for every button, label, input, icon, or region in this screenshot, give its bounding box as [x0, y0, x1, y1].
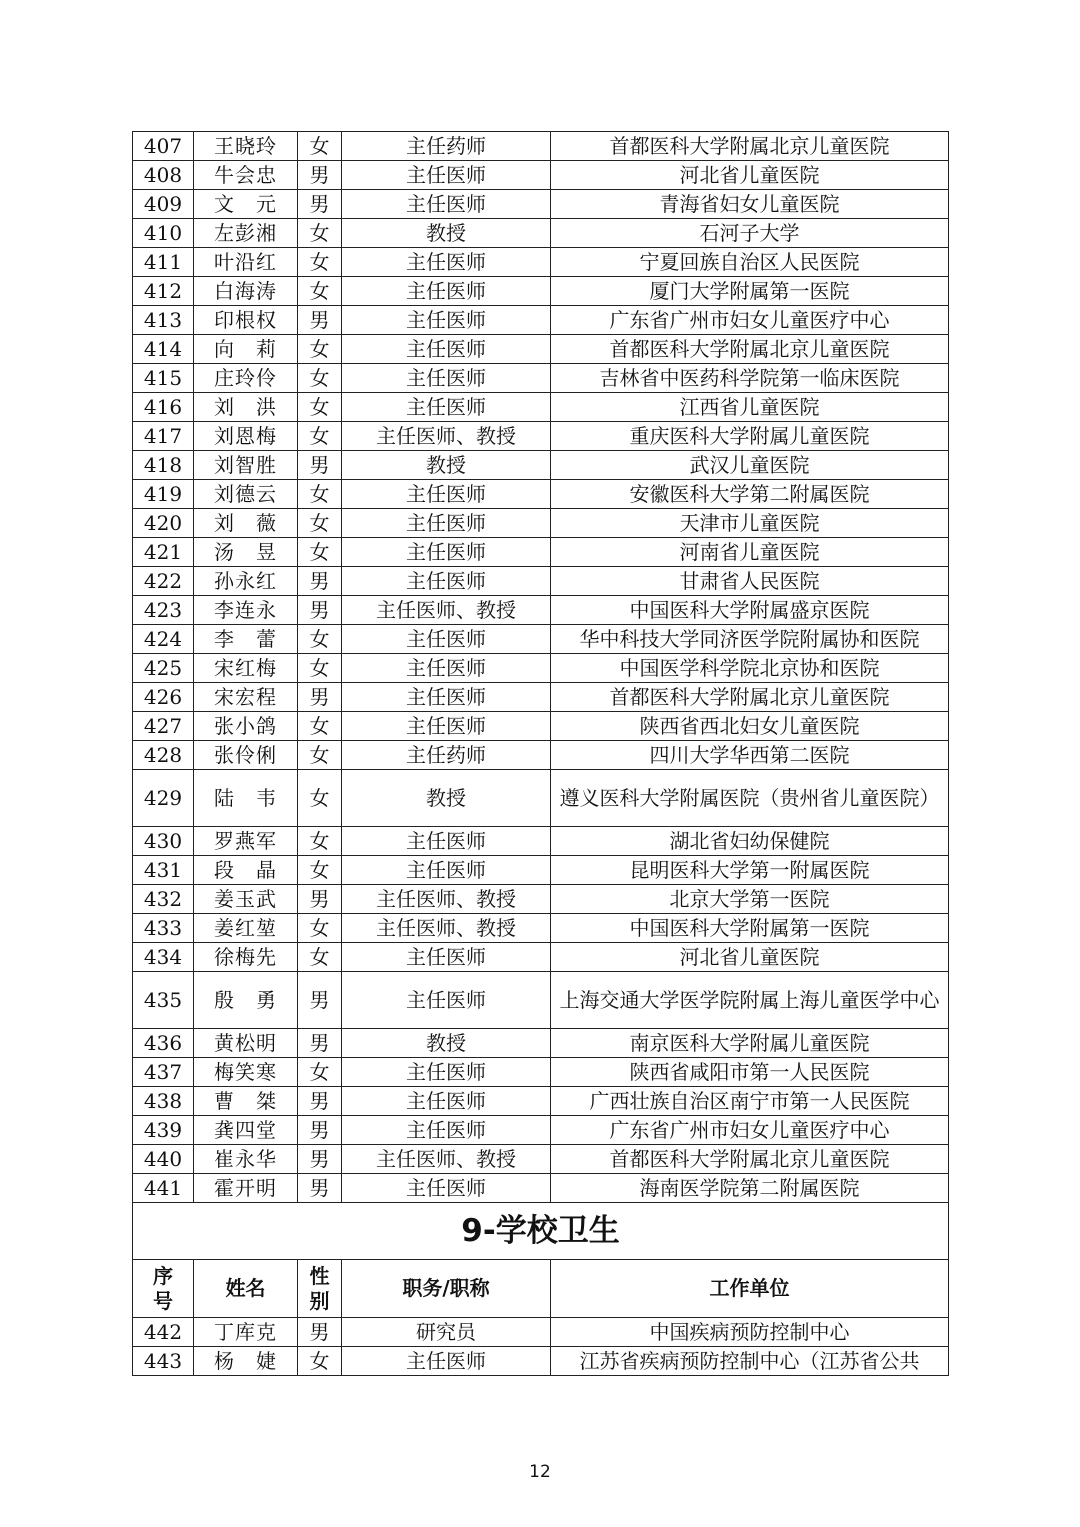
cell-number: 422 — [133, 567, 194, 596]
table-row — [133, 654, 949, 683]
cell-sex: 女 — [298, 393, 342, 422]
section-title: 9-学校卫生 — [133, 1203, 949, 1260]
table-row — [133, 1347, 949, 1376]
cell-unit: 河北省儿童医院 — [551, 943, 949, 972]
table-row — [133, 161, 949, 190]
cell-unit: 南京医科大学附属儿童医院 — [551, 1029, 949, 1058]
cell-sex: 女 — [298, 914, 342, 943]
cell-title: 主任医师 — [342, 1174, 551, 1203]
cell-sex: 男 — [298, 1029, 342, 1058]
cell-title: 主任医师 — [342, 827, 551, 856]
cell-name: 刘德云 — [194, 480, 298, 509]
cell-title: 教授 — [342, 770, 551, 827]
roster-body-school-health — [133, 1318, 949, 1376]
cell-title: 主任医师 — [342, 683, 551, 712]
cell-number: 415 — [133, 364, 194, 393]
cell-number: 409 — [133, 190, 194, 219]
cell-title: 主任医师、教授 — [342, 914, 551, 943]
cell-title: 主任医师 — [342, 856, 551, 885]
cell-title: 主任医师 — [342, 190, 551, 219]
cell-sex: 女 — [298, 856, 342, 885]
cell-name: 宋红梅 — [194, 654, 298, 683]
cell-number: 429 — [133, 770, 194, 827]
cell-unit: 陕西省咸阳市第一人民医院 — [551, 1058, 949, 1087]
cell-title: 主任医师、教授 — [342, 885, 551, 914]
cell-number: 407 — [133, 132, 194, 161]
cell-number: 427 — [133, 712, 194, 741]
cell-unit: 首都医科大学附属北京儿童医院 — [551, 335, 949, 364]
expert-roster-table — [132, 131, 949, 1376]
cell-number: 413 — [133, 306, 194, 335]
cell-unit: 北京大学第一医院 — [551, 885, 949, 914]
cell-sex: 女 — [298, 538, 342, 567]
cell-sex: 男 — [298, 306, 342, 335]
cell-sex: 男 — [298, 1318, 342, 1347]
table-row — [133, 219, 949, 248]
cell-unit: 安徽医科大学第二附属医院 — [551, 480, 949, 509]
header-title: 职务/职称 — [342, 1260, 551, 1318]
cell-sex: 女 — [298, 335, 342, 364]
cell-title: 教授 — [342, 219, 551, 248]
cell-name: 霍开明 — [194, 1174, 298, 1203]
table-row — [133, 132, 949, 161]
cell-title: 主任药师 — [342, 132, 551, 161]
section-title-row — [133, 1203, 949, 1260]
cell-number: 426 — [133, 683, 194, 712]
cell-title: 主任医师 — [342, 654, 551, 683]
cell-sex: 女 — [298, 132, 342, 161]
cell-unit: 吉林省中医药科学院第一临床医院 — [551, 364, 949, 393]
cell-unit: 湖北省妇幼保健院 — [551, 827, 949, 856]
cell-sex: 男 — [298, 683, 342, 712]
table-row — [133, 509, 949, 538]
cell-title: 主任医师 — [342, 567, 551, 596]
cell-title: 主任医师 — [342, 248, 551, 277]
cell-sex: 女 — [298, 625, 342, 654]
cell-unit: 陕西省西北妇女儿童医院 — [551, 712, 949, 741]
table-row — [133, 972, 949, 1029]
cell-name: 印根权 — [194, 306, 298, 335]
cell-number: 419 — [133, 480, 194, 509]
cell-title: 研究员 — [342, 1318, 551, 1347]
roster-body-pediatrics — [133, 132, 949, 1203]
cell-number: 414 — [133, 335, 194, 364]
table-row — [133, 1145, 949, 1174]
cell-unit: 首都医科大学附属北京儿童医院 — [551, 683, 949, 712]
cell-name: 罗燕军 — [194, 827, 298, 856]
cell-sex: 女 — [298, 248, 342, 277]
cell-name: 文 元 — [194, 190, 298, 219]
cell-sex: 女 — [298, 654, 342, 683]
cell-number: 434 — [133, 943, 194, 972]
cell-title: 主任医师 — [342, 335, 551, 364]
cell-name: 杨 婕 — [194, 1347, 298, 1376]
cell-title: 主任药师 — [342, 741, 551, 770]
cell-unit: 中国医学科学院北京协和医院 — [551, 654, 949, 683]
cell-number: 417 — [133, 422, 194, 451]
cell-name: 黄松明 — [194, 1029, 298, 1058]
cell-number: 431 — [133, 856, 194, 885]
table-header-row — [133, 1260, 949, 1318]
header-no: 序号 — [133, 1260, 194, 1318]
cell-name: 李连永 — [194, 596, 298, 625]
table-row — [133, 856, 949, 885]
cell-title: 主任医师 — [342, 1087, 551, 1116]
cell-number: 441 — [133, 1174, 194, 1203]
table-row — [133, 712, 949, 741]
cell-number: 411 — [133, 248, 194, 277]
table-row — [133, 741, 949, 770]
cell-unit: 四川大学华西第二医院 — [551, 741, 949, 770]
cell-sex: 女 — [298, 509, 342, 538]
cell-name: 梅笑寒 — [194, 1058, 298, 1087]
cell-title: 主任医师 — [342, 1116, 551, 1145]
cell-sex: 男 — [298, 161, 342, 190]
cell-number: 408 — [133, 161, 194, 190]
cell-title: 主任医师 — [342, 364, 551, 393]
cell-name: 牛会忠 — [194, 161, 298, 190]
cell-number: 412 — [133, 277, 194, 306]
cell-unit: 遵义医科大学附属医院（贵州省儿童医院） — [551, 770, 949, 827]
cell-number: 416 — [133, 393, 194, 422]
cell-sex: 男 — [298, 596, 342, 625]
cell-unit: 广东省广州市妇女儿童医疗中心 — [551, 306, 949, 335]
cell-title: 主任医师 — [342, 509, 551, 538]
cell-unit: 华中科技大学同济医学院附属协和医院 — [551, 625, 949, 654]
table-row — [133, 683, 949, 712]
cell-unit: 宁夏回族自治区人民医院 — [551, 248, 949, 277]
cell-sex: 女 — [298, 480, 342, 509]
cell-sex: 女 — [298, 827, 342, 856]
cell-sex: 女 — [298, 1058, 342, 1087]
table-row — [133, 538, 949, 567]
cell-name: 张小鸽 — [194, 712, 298, 741]
table-row — [133, 248, 949, 277]
table-row — [133, 277, 949, 306]
cell-number: 410 — [133, 219, 194, 248]
cell-name: 刘 薇 — [194, 509, 298, 538]
cell-name: 白海涛 — [194, 277, 298, 306]
cell-name: 李 蕾 — [194, 625, 298, 654]
cell-sex: 男 — [298, 1087, 342, 1116]
cell-unit: 海南医学院第二附属医院 — [551, 1174, 949, 1203]
cell-number: 443 — [133, 1347, 194, 1376]
cell-number: 421 — [133, 538, 194, 567]
cell-number: 424 — [133, 625, 194, 654]
cell-title: 主任医师、教授 — [342, 596, 551, 625]
cell-sex: 女 — [298, 943, 342, 972]
table-row — [133, 364, 949, 393]
cell-number: 418 — [133, 451, 194, 480]
cell-unit: 重庆医科大学附属儿童医院 — [551, 422, 949, 451]
cell-unit: 石河子大学 — [551, 219, 949, 248]
table-row — [133, 943, 949, 972]
table-row — [133, 827, 949, 856]
cell-name: 刘 洪 — [194, 393, 298, 422]
cell-name: 丁库克 — [194, 1318, 298, 1347]
cell-name: 张伶俐 — [194, 741, 298, 770]
cell-title: 主任医师 — [342, 306, 551, 335]
cell-title: 主任医师 — [342, 538, 551, 567]
cell-unit: 首都医科大学附属北京儿童医院 — [551, 1145, 949, 1174]
cell-unit: 武汉儿童医院 — [551, 451, 949, 480]
cell-title: 主任医师 — [342, 625, 551, 654]
cell-sex: 女 — [298, 741, 342, 770]
cell-name: 庄玲伶 — [194, 364, 298, 393]
table-row — [133, 625, 949, 654]
cell-sex: 女 — [298, 422, 342, 451]
cell-name: 孙永红 — [194, 567, 298, 596]
cell-name: 姜红堃 — [194, 914, 298, 943]
cell-number: 425 — [133, 654, 194, 683]
cell-title: 主任医师 — [342, 1347, 551, 1376]
table-row — [133, 451, 949, 480]
table-row — [133, 1116, 949, 1145]
cell-sex: 男 — [298, 1174, 342, 1203]
cell-name: 姜玉武 — [194, 885, 298, 914]
cell-sex: 男 — [298, 1116, 342, 1145]
cell-sex: 男 — [298, 1145, 342, 1174]
table-row — [133, 1087, 949, 1116]
cell-unit: 广西壮族自治区南宁市第一人民医院 — [551, 1087, 949, 1116]
cell-title: 主任医师 — [342, 712, 551, 741]
cell-title: 主任医师 — [342, 1058, 551, 1087]
cell-title: 教授 — [342, 451, 551, 480]
cell-title: 主任医师 — [342, 393, 551, 422]
table-row — [133, 306, 949, 335]
header-sex: 性别 — [298, 1260, 342, 1318]
table-row — [133, 480, 949, 509]
table-row — [133, 335, 949, 364]
cell-sex: 男 — [298, 190, 342, 219]
cell-sex: 女 — [298, 1347, 342, 1376]
cell-number: 432 — [133, 885, 194, 914]
cell-sex: 女 — [298, 712, 342, 741]
table-row — [133, 1058, 949, 1087]
cell-sex: 女 — [298, 219, 342, 248]
cell-number: 440 — [133, 1145, 194, 1174]
cell-name: 段 晶 — [194, 856, 298, 885]
cell-title: 主任医师 — [342, 943, 551, 972]
header-name: 姓名 — [194, 1260, 298, 1318]
cell-title: 主任医师 — [342, 972, 551, 1029]
cell-name: 刘智胜 — [194, 451, 298, 480]
cell-name: 刘恩梅 — [194, 422, 298, 451]
table-row — [133, 190, 949, 219]
cell-unit: 甘肃省人民医院 — [551, 567, 949, 596]
cell-sex: 男 — [298, 885, 342, 914]
cell-number: 438 — [133, 1087, 194, 1116]
cell-name: 殷 勇 — [194, 972, 298, 1029]
cell-name: 崔永华 — [194, 1145, 298, 1174]
table-row — [133, 1174, 949, 1203]
cell-unit: 天津市儿童医院 — [551, 509, 949, 538]
cell-title: 主任医师 — [342, 480, 551, 509]
cell-unit: 昆明医科大学第一附属医院 — [551, 856, 949, 885]
cell-number: 442 — [133, 1318, 194, 1347]
cell-name: 徐梅先 — [194, 943, 298, 972]
cell-unit: 广东省广州市妇女儿童医疗中心 — [551, 1116, 949, 1145]
table-row — [133, 1318, 949, 1347]
cell-sex: 男 — [298, 567, 342, 596]
cell-name: 王晓玲 — [194, 132, 298, 161]
cell-number: 433 — [133, 914, 194, 943]
cell-unit: 河南省儿童医院 — [551, 538, 949, 567]
table-row — [133, 422, 949, 451]
cell-number: 423 — [133, 596, 194, 625]
cell-unit: 中国医科大学附属第一医院 — [551, 914, 949, 943]
table-row — [133, 770, 949, 827]
cell-unit: 河北省儿童医院 — [551, 161, 949, 190]
cell-sex: 女 — [298, 770, 342, 827]
cell-unit: 上海交通大学医学院附属上海儿童医学中心 — [551, 972, 949, 1029]
cell-name: 宋宏程 — [194, 683, 298, 712]
cell-unit: 江西省儿童医院 — [551, 393, 949, 422]
table-row — [133, 596, 949, 625]
cell-title: 主任医师、教授 — [342, 1145, 551, 1174]
cell-unit: 中国医科大学附属盛京医院 — [551, 596, 949, 625]
cell-number: 420 — [133, 509, 194, 538]
cell-unit: 中国疾病预防控制中心 — [551, 1318, 949, 1347]
cell-sex: 女 — [298, 277, 342, 306]
cell-unit: 江苏省疾病预防控制中心（江苏省公共 — [551, 1347, 949, 1376]
cell-number: 436 — [133, 1029, 194, 1058]
cell-name: 龚四堂 — [194, 1116, 298, 1145]
table-row — [133, 914, 949, 943]
header-unit: 工作单位 — [551, 1260, 949, 1318]
cell-sex: 男 — [298, 972, 342, 1029]
cell-name: 左彭湘 — [194, 219, 298, 248]
table-row — [133, 393, 949, 422]
cell-unit: 青海省妇女儿童医院 — [551, 190, 949, 219]
cell-unit: 厦门大学附属第一医院 — [551, 277, 949, 306]
cell-name: 陆 韦 — [194, 770, 298, 827]
table-row — [133, 885, 949, 914]
cell-number: 439 — [133, 1116, 194, 1145]
table-row — [133, 567, 949, 596]
cell-number: 428 — [133, 741, 194, 770]
cell-title: 主任医师 — [342, 161, 551, 190]
cell-name: 向 莉 — [194, 335, 298, 364]
cell-name: 汤 昱 — [194, 538, 298, 567]
cell-sex: 女 — [298, 364, 342, 393]
cell-sex: 男 — [298, 451, 342, 480]
cell-name: 曹 桀 — [194, 1087, 298, 1116]
cell-unit: 首都医科大学附属北京儿童医院 — [551, 132, 949, 161]
cell-title: 教授 — [342, 1029, 551, 1058]
cell-title: 主任医师 — [342, 277, 551, 306]
cell-name: 叶沿红 — [194, 248, 298, 277]
table-row — [133, 1029, 949, 1058]
section-school-health — [133, 1203, 949, 1318]
page-number: 12 — [529, 1462, 551, 1482]
cell-number: 437 — [133, 1058, 194, 1087]
cell-title: 主任医师、教授 — [342, 422, 551, 451]
cell-number: 430 — [133, 827, 194, 856]
cell-number: 435 — [133, 972, 194, 1029]
